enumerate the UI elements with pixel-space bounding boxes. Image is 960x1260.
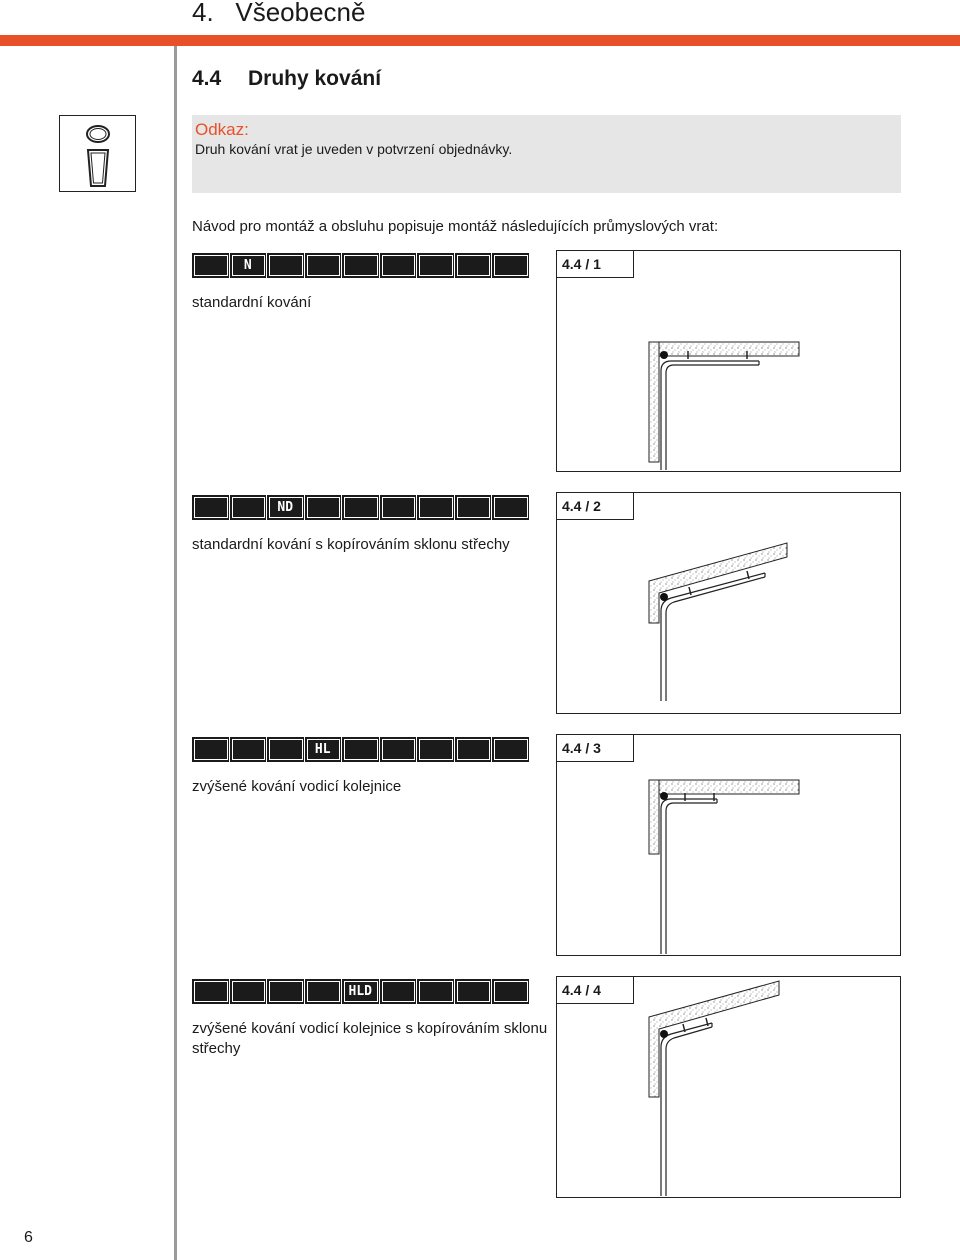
code-strip-cell — [305, 495, 343, 520]
code-strip-cell — [380, 737, 418, 762]
intro-text: Návod pro montáž a obsluhu popisuje montáž následujících průmyslových vrat: — [192, 218, 719, 235]
code-strip-cell — [492, 737, 530, 762]
code-strip-cell — [267, 253, 305, 278]
margin-rule — [174, 46, 177, 1260]
code-strip-cell — [455, 737, 493, 762]
figure-number: 4.4 / 2 — [557, 493, 634, 520]
note-title: Odkaz: — [195, 120, 249, 139]
variant-code-strip — [192, 737, 537, 762]
figure-number: 4.4 / 4 — [557, 977, 634, 1004]
code-strip-cell — [492, 495, 530, 520]
code-strip-cell — [417, 495, 455, 520]
code-strip-cell — [342, 253, 380, 278]
figure-number: 4.4 / 1 — [557, 251, 634, 278]
variant-code-strip — [192, 495, 537, 520]
chapter-title: 4. Všeobecně — [192, 0, 366, 27]
figure-panel — [556, 492, 901, 714]
figure-panel — [556, 976, 901, 1198]
note-text: Druh kování vrat je uveden v potvrzení objednávky. — [195, 141, 513, 157]
code-strip-cell — [417, 979, 455, 1004]
code-strip-cell — [380, 253, 418, 278]
fitting-drawing — [557, 493, 899, 712]
figure-panel — [556, 250, 901, 472]
section-number: 4.4 — [192, 67, 222, 90]
code-strip-cell — [342, 737, 380, 762]
code-strip-cell — [455, 979, 493, 1004]
code-strip-cell — [492, 979, 530, 1004]
code-strip-cell — [305, 979, 343, 1004]
code-strip-cell — [342, 495, 380, 520]
code-strip-cell — [380, 979, 418, 1004]
variant-code-strip — [192, 979, 537, 1004]
code-strip-cell — [267, 737, 305, 762]
code-strip-cell — [417, 737, 455, 762]
code-strip-cell — [492, 253, 530, 278]
header-accent-bar — [0, 35, 960, 46]
figure-number: 4.4 / 3 — [557, 735, 634, 762]
code-strip-cell: ND — [267, 495, 305, 520]
code-strip-cell — [417, 253, 455, 278]
fitting-drawing — [557, 251, 899, 470]
variant-label: standardní kování s kopírováním sklonu střechy — [192, 536, 510, 553]
code-strip-cell: N — [230, 253, 268, 278]
code-strip-cell — [267, 979, 305, 1004]
page-number: 6 — [24, 1229, 33, 1246]
fitting-drawing — [557, 735, 899, 954]
code-strip-cell: HLD — [342, 979, 380, 1004]
code-strip-cell — [455, 253, 493, 278]
variant-label: zvýšené kování vodicí kolejnice s kopírováním sklonu střechy — [192, 1020, 548, 1057]
figure-panel — [556, 734, 901, 956]
code-strip-cell — [192, 495, 230, 520]
code-strip-cell — [305, 253, 343, 278]
code-strip-cell — [455, 495, 493, 520]
code-strip-cell — [192, 253, 230, 278]
code-strip-cell — [230, 495, 268, 520]
code-strip-cell — [192, 737, 230, 762]
variant-label: standardní kování — [192, 294, 312, 311]
section-title: Druhy kování — [248, 67, 382, 90]
variant-code-strip — [192, 253, 537, 278]
code-strip-cell — [380, 495, 418, 520]
note-box — [192, 115, 901, 193]
variant-label: zvýšené kování vodicí kolejnice — [192, 778, 402, 795]
fitting-drawing — [557, 977, 899, 1196]
code-strip-cell — [230, 979, 268, 1004]
code-strip-cell — [230, 737, 268, 762]
code-strip-cell — [192, 979, 230, 1004]
info-icon — [59, 115, 136, 192]
code-strip-cell: HL — [305, 737, 343, 762]
